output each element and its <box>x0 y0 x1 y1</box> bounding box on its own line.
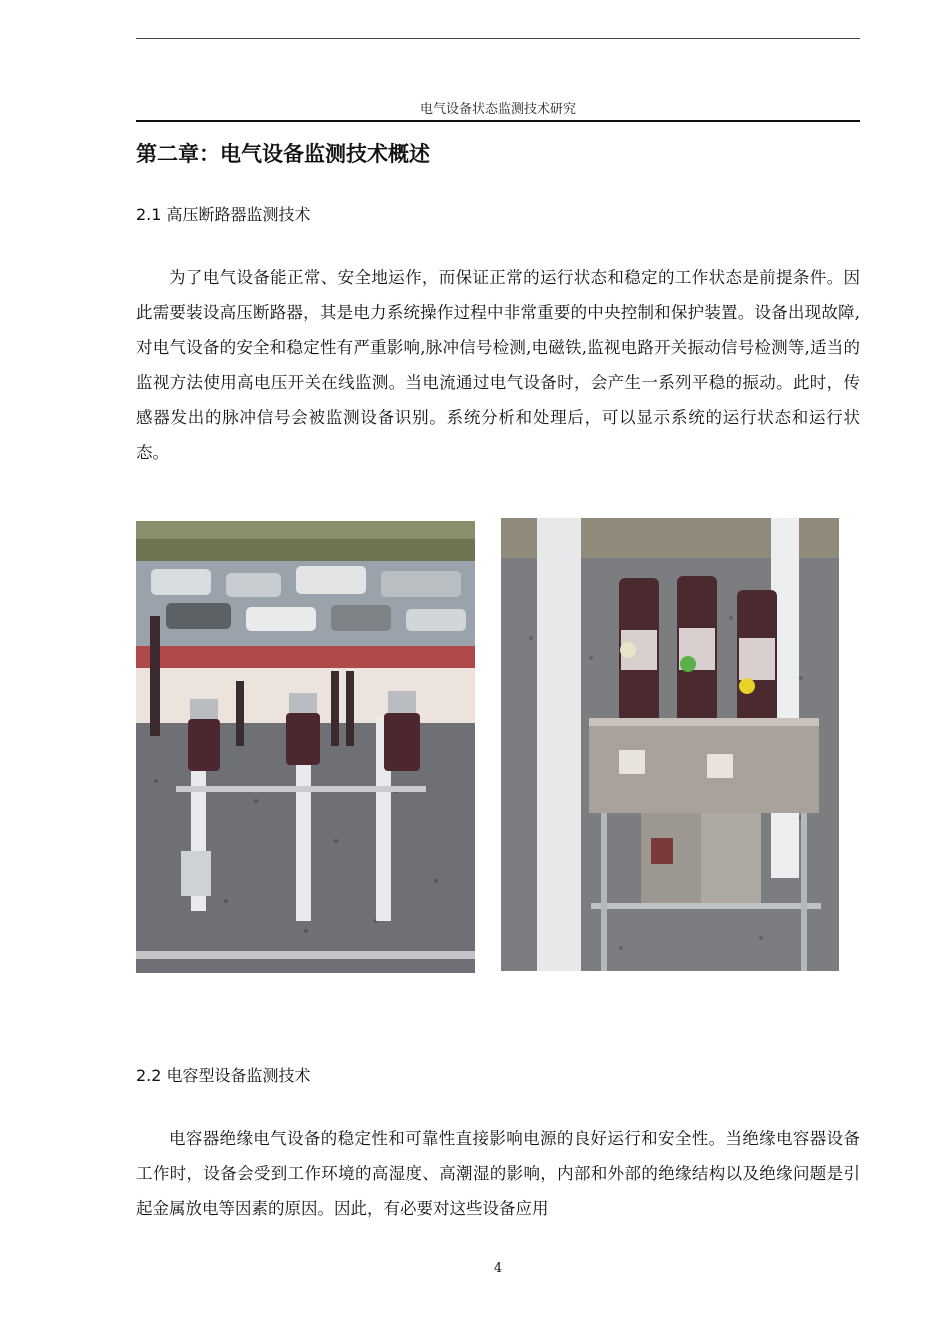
section-heading-2-2: 2.2 电容型设备监测技术 <box>136 1066 311 1085</box>
page-number: 4 <box>493 1261 503 1276</box>
section-heading-2-1: 2.1 高压断路器监测技术 <box>136 205 311 224</box>
section-2-2-paragraph: 电容器绝缘电气设备的稳定性和可靠性直接影响电源的良好运行和安全性。当绝缘电容器设备工作时，设备会受到工作环境的高湿度、高潮湿的影响，内部和外部的绝缘结构以及绝缘问题是引起金属放电等因素的原因。因此，有必要对这些设备应用 <box>136 1129 860 1218</box>
chapter-title: 第二章：电气设备监测技术概述 <box>136 142 430 166</box>
header-rule <box>136 120 860 122</box>
running-header: 电气设备状态监测技术研究 <box>419 102 576 117</box>
circuit-breaker-photo-right <box>501 518 839 971</box>
top-rule <box>136 38 860 39</box>
section-2-1-paragraph: 为了电气设备能正常、安全地运作，而保证正常的运行状态和稳定的工作状态是前提条件。因此需要装设高压断路器，其是电力系统操作过程中非常重要的中央控制和保护装置。设备出现故障,对电气设备的安全和稳定性有严重影响,脉冲信号检测,电磁铁,监视电路开关振动信号检测等,适当的监视方法使用高电压开关在线监测。当电流通过电气设备时，会产生一系列平稳的振动。此时，传感器发出的脉冲信号会被监测设备识别。系统分析和处理后，可以显示系统的运行状态和运行状态。 <box>136 268 860 462</box>
substation-breaker-photo-left <box>136 521 475 973</box>
